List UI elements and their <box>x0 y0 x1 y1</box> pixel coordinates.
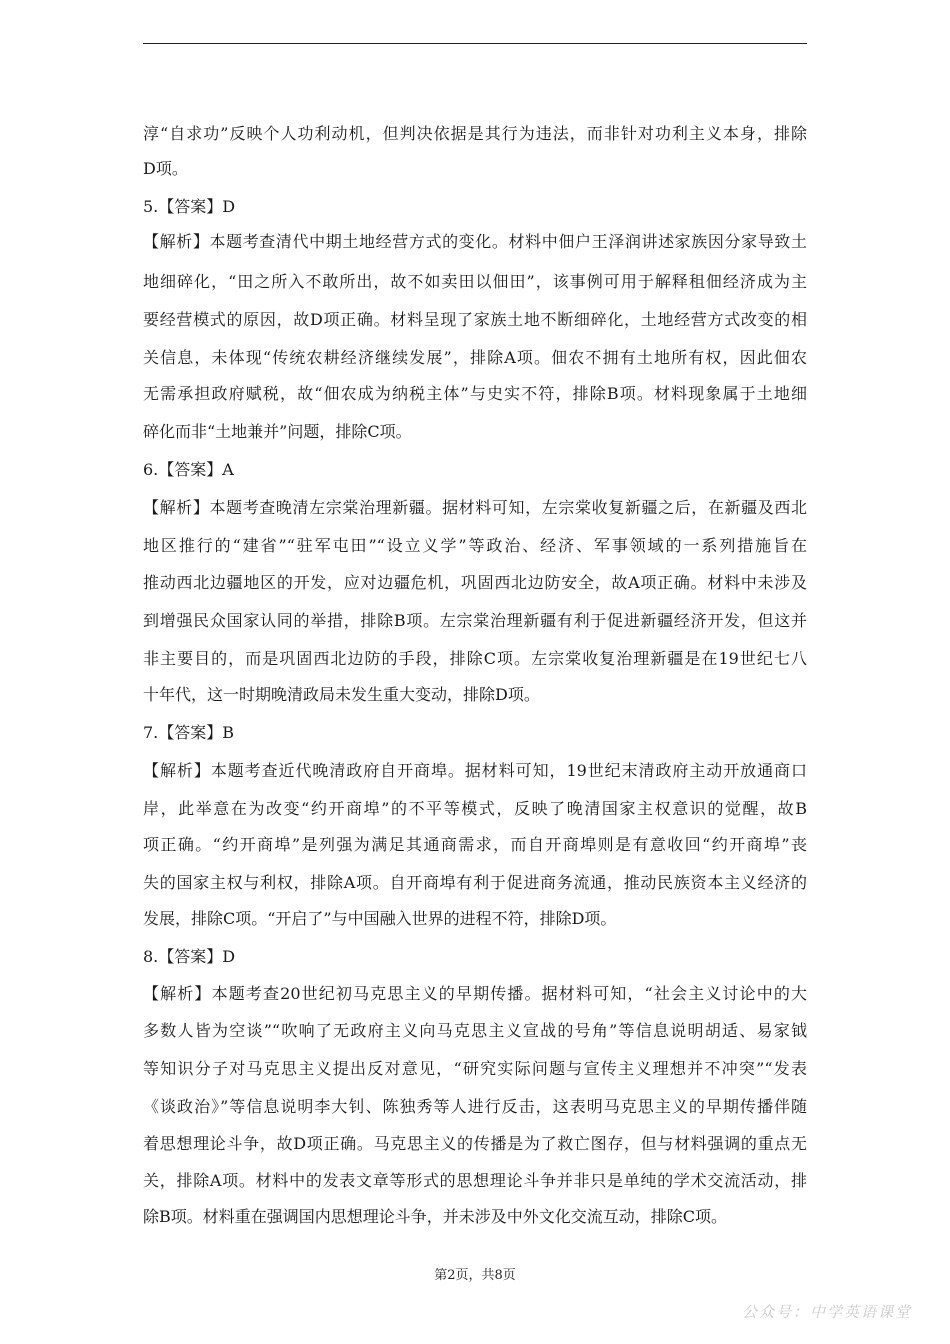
text-line: 推动西北边疆地区的开发，应对边疆危机，巩固西北边防安全，故A项正确。材料中未涉及 <box>143 573 807 592</box>
text-line: 着思想理论斗争，故D项正确。马克思主义的传播是为了救亡图存，但与材料强调的重点无 <box>143 1134 807 1153</box>
text-line: 失的国家主权与利权，排除A项。自开商埠有利于促进商务流通，推动民族资本主义经济的 <box>143 873 807 892</box>
text-line: D项。 <box>143 159 188 178</box>
text-line: 关信息，未体现“传统农耕经济继续发展”，排除A项。佃农不拥有土地所有权，因此佃农 <box>143 348 807 367</box>
text-line: 7.【答案】B <box>143 723 235 742</box>
text-line: 岸，此举意在为改变“约开商埠”的不平等模式，反映了晚清国家主权意识的觉醒，故B <box>143 799 807 818</box>
text-line: 无需承担政府赋税，故“佃农成为纳税主体”与史实不符，排除B项。材料现象属于土地细 <box>143 384 807 403</box>
text-line: 地区推行的“建省”“驻军屯田”“设立义学”等政治、经济、军事领域的一系列措施旨在 <box>143 536 807 555</box>
text-line: 【解析】本题考查20世纪初马克思主义的早期传播。据材料可知，“社会主义讨论中的大 <box>143 984 807 1003</box>
text-line: 项正确。“约开商埠”是列强为满足其通商需求，而自开商埠则是有意收回“约开商埠”丧 <box>143 835 807 854</box>
text-line: 淳“自求功”反映个人功利动机，但判决依据是其行为违法，而非针对功利主义本身，排除 <box>143 124 807 143</box>
text-line: 碎化而非“土地兼并”问题，排除C项。 <box>143 422 412 441</box>
text-line: 到增强民众国家认同的举措，排除B项。左宗棠治理新疆有利于促进新疆经济开发，但这并 <box>143 611 807 630</box>
text-line: 除B项。材料重在强调国内思想理论斗争，并未涉及中外文化交流互动，排除C项。 <box>143 1207 728 1226</box>
text-line: 【解析】本题考查晚清左宗棠治理新疆。据材料可知，左宗棠收复新疆之后，在新疆及西北 <box>143 498 807 517</box>
page-footer: 第2页，共8页 <box>434 1268 516 1283</box>
text-line: 非主要目的，而是巩固西北边防的手段，排除C项。左宗棠收复治理新疆是在19世纪七八 <box>143 649 807 668</box>
text-line: 地细碎化，“田之所入不敢所出，故不如卖田以佃田”，该事例可用于解释租佃经济成为主 <box>143 272 807 291</box>
header-rule <box>143 43 807 44</box>
text-line: 【解析】本题考查近代晚清政府自开商埠。据材料可知，19世纪末清政府主动开放通商口 <box>143 761 807 780</box>
text-line: 《谈政治》”等信息说明李大钊、陈独秀等人进行反击，这表明马克思主义的早期传播伴随 <box>143 1097 807 1116</box>
text-line: 等知识分子对马克思主义提出反对意见，“研究实际问题与宣传主义理想并不冲突”“发表 <box>143 1059 807 1078</box>
text-line: 发展，排除C项。“开启了”与中国融入世界的进程不符，排除D项。 <box>143 909 617 928</box>
text-line: 多数人皆为空谈”“吹响了无政府主义向马克思主义宣战的号角”等信息说明胡适、易家钺 <box>143 1021 807 1040</box>
text-line: 【解析】本题考查清代中期土地经营方式的变化。材料中佃户王泽润讲述家族因分家导致土 <box>143 232 807 251</box>
text-line: 8.【答案】D <box>143 947 236 966</box>
text-line: 要经营模式的原因，故D项正确。材料呈现了家族土地不断细碎化，土地经营方式改变的相 <box>143 310 807 329</box>
text-line: 关，排除A项。材料中的发表文章等形式的思想理论斗争并非只是单纯的学术交流活动，排 <box>143 1171 807 1190</box>
text-line: 6.【答案】A <box>143 460 234 479</box>
watermark: 公众号：中学英语课堂 <box>741 1303 912 1321</box>
text-line: 十年代，这一时期晚清政局未发生重大变动，排除D项。 <box>143 685 540 704</box>
text-line: 5.【答案】D <box>143 197 236 216</box>
